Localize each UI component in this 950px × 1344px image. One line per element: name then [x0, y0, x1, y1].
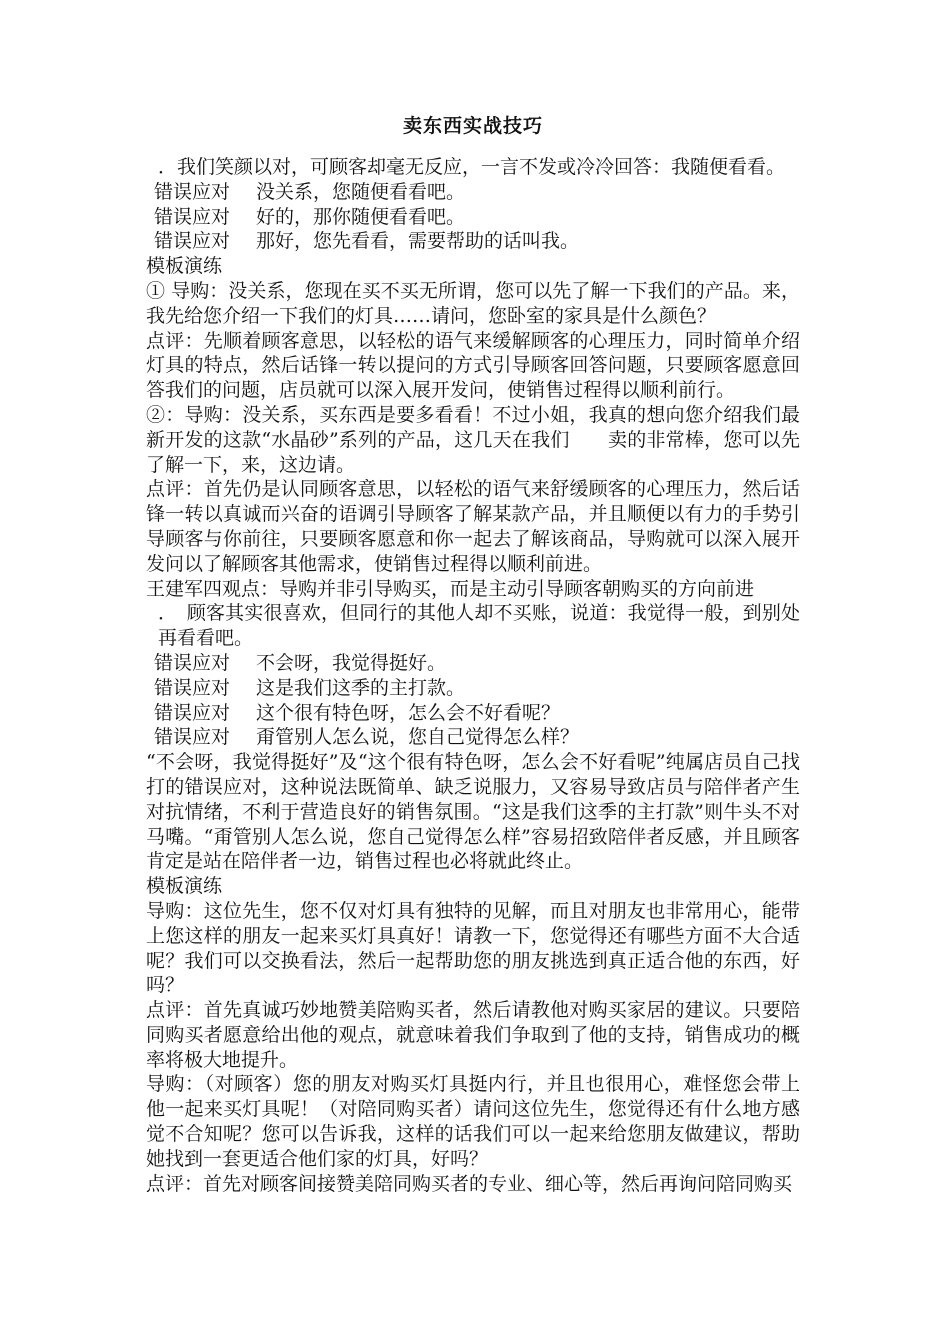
wrong-response-text: 这是我们这季的主打款。: [256, 676, 466, 699]
wrong-response-text: 这个很有特色呀，怎么会不好看呢？: [256, 701, 561, 724]
document-body: [146, 155, 800, 1196]
wrong-response-line: [146, 229, 800, 254]
paragraph: ． 顾客其实很喜欢，但同行的其他人却不买账，说道：我觉得一般，到别处再看看吧。: [158, 602, 800, 650]
wrong-response-text: 好的，那你随便看看吧。: [256, 205, 466, 228]
document-title: 卖东西实战技巧: [402, 115, 543, 137]
wrong-response-label: 错误应对: [154, 676, 231, 699]
wrong-response-text: 不会呀，我觉得挺好。: [256, 651, 447, 674]
wrong-response-line: [146, 725, 800, 750]
paragraph: ．我们笑颜以对，可顾客却毫无反应，一言不发或冷冷回答：我随便看看。: [158, 156, 786, 178]
wrong-response-line: [146, 651, 800, 676]
wrong-response-text: 那好，您先看看，需要帮助的话叫我。: [256, 230, 580, 253]
wrong-response-line: [146, 180, 800, 205]
wrong-response-line: [146, 205, 800, 230]
wrong-response-label: 错误应对: [154, 205, 231, 228]
wrong-response-label: 错误应对: [154, 230, 231, 253]
paragraph: 模板演练: [146, 255, 223, 278]
paragraph: 点评：首先对顾客间接赞美陪同购买者的专业、细心等，然后再询问陪同购买: [146, 1172, 793, 1195]
paragraph: 点评：首先真诚巧妙地赞美陪购买者，然后请教他对购买家居的建议。只要陪同购买者愿意给出他的观点，就意味着我们争取到了他的支持，销售成功的概率将极大地提升。: [146, 999, 800, 1071]
paragraph: 导购：这位先生，您不仅对灯具有独特的见解，而且对朋友也非常用心，能带上您这样的朋友一起来买灯具真好！请教一下，您觉得还有哪些方面不大合适呢？我们可以交换看法，然后一起帮助您的朋友挑选到真正适合他的东西，好吗？: [146, 899, 800, 997]
paragraph: ②：导购：没关系，买东西是要多看看！不过小姐，我真的想向您介绍我们最新开发的这款“水晶砂”系列的产品，这几天在我们 卖的非常棒，您可以先了解一下，来，这边请。: [146, 403, 800, 476]
paragraph: ① 导购：没关系，您现在买不买无所谓，您可以先了解一下我们的产品。来，我先给您介绍一下我们的灯具……请问，您卧室的家具是什么颜色？: [146, 279, 800, 327]
paragraph: “不会呀，我觉得挺好”及“这个很有特色呀，怎么会不好看呢”纯属店员自己找打的错误应对，这种说法既简单、缺乏说服力，又容易导致店员与陪伴者产生对抗情绪，不利于营造良好的销售氛围。“这是我们这季的主打款”则牛头不对马嘴。“甭管别人怎么说，您自己觉得怎么样”容易招致陪伴者反感，并且顾客肯定是站在陪伴者一边，销售过程也必将就此终止。: [146, 751, 800, 873]
paragraph: 导购：（对顾客）您的朋友对购买灯具挺内行，并且也很用心，难怪您会带上他一起来买灯具呢！（对陪同购买者）请问这位先生，您觉得还有什么地方感觉不合知呢？您可以告诉我，这样的话我们可以一起来给您朋友做建议，帮助她找到一套更适合他们家的灯具，好吗？: [146, 1073, 800, 1170]
wrong-response-label: 错误应对: [154, 651, 231, 674]
wrong-response-line: [146, 676, 800, 701]
paragraph: 点评：先顺着顾客意思，以轻松的语气来缓解顾客的心理压力，同时简单介绍灯具的特点，然后话锋一转以提问的方式引导顾客回答问题，只要顾客愿意回答我们的问题，店员就可以深入展开发问，使销售过程得以顺利前行。: [146, 329, 800, 402]
wrong-response-text: 没关系，您随便看看吧。: [256, 180, 466, 203]
wrong-response-text: 甭管别人怎么说，您自己觉得怎么样？: [256, 726, 580, 749]
wrong-response-label: 错误应对: [154, 726, 231, 749]
paragraph: 王建军四观点：导购并非引导购买，而是主动引导顾客朝购买的方向前进: [146, 577, 755, 600]
wrong-response-label: 错误应对: [154, 701, 231, 724]
paragraph: 模板演练: [146, 875, 223, 898]
paragraph: 点评：首先仍是认同顾客意思，以轻松的语气来舒缓顾客的心理压力，然后话锋一转以真诚而兴奋的语调引导顾客了解某款产品，并且顺便以有力的手势引导顾客与你前往，只要顾客愿意和你一起去了解该商品，导购就可以深入展开发问以了解顾客其他需求，使销售过程得以顺利前进。: [146, 478, 800, 575]
wrong-response-label: 错误应对: [154, 180, 231, 203]
wrong-response-line: [146, 701, 800, 726]
